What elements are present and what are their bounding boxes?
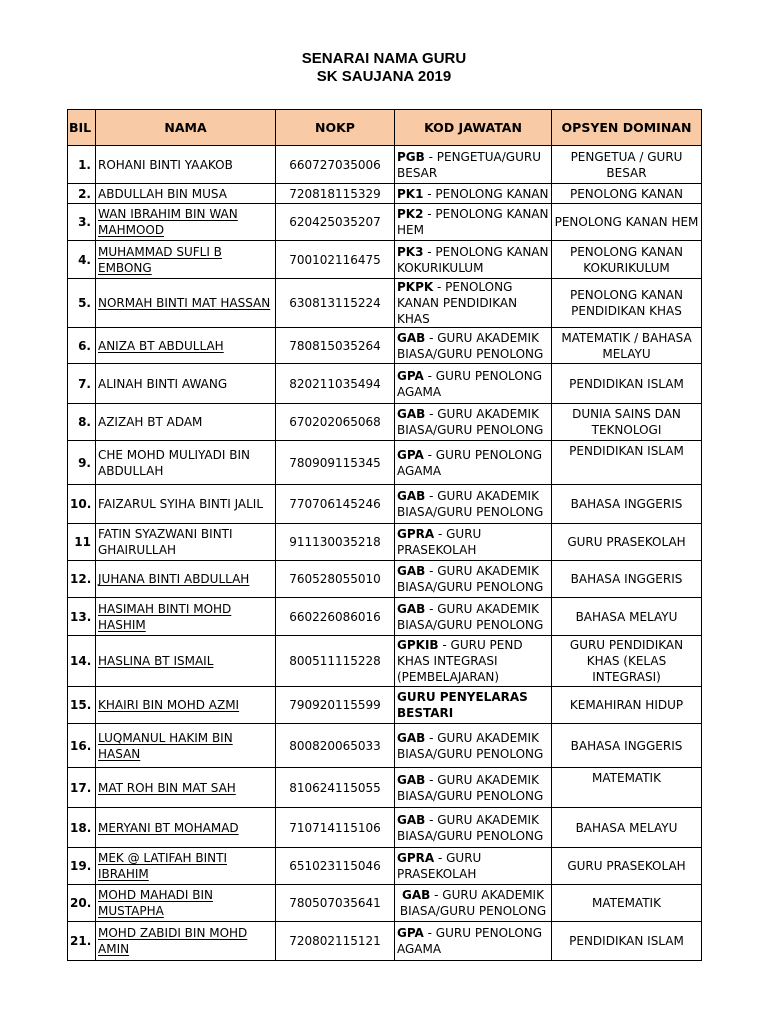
row-opsyen-dominan: PENDIDIKAN ISLAM xyxy=(552,364,702,404)
row-bil: 8. xyxy=(68,404,96,441)
row-kod-desc: - GURU AKADEMIK BIASA/GURU PENOLONG xyxy=(397,772,544,803)
row-opsyen-dominan: PENDIDIKAN ISLAM xyxy=(552,922,702,961)
row-nama xyxy=(96,184,276,204)
row-kod-jawatan xyxy=(395,441,552,485)
row-nokp: 780909115345 xyxy=(276,441,395,485)
row-opsyen-dominan: BAHASA MELAYU xyxy=(552,598,702,636)
row-nama-text: HASIMAH BINTI MOHD HASHIM xyxy=(98,601,232,632)
row-opsyen-dominan: GURU PENDIDIKAN KHAS (KELAS INTEGRASI) xyxy=(552,636,702,687)
row-nokp: 780815035264 xyxy=(276,328,395,364)
table-row xyxy=(68,687,702,724)
row-kod-desc: - GURU AKADEMIK BIASA/GURU PENOLONG xyxy=(397,489,544,519)
document-subtitle: SK SAUJANA 2019 xyxy=(316,68,452,85)
row-bil: 5. xyxy=(68,279,96,328)
table-row xyxy=(68,441,702,485)
row-nama-text: LUQMANUL HAKIM BIN HASAN xyxy=(98,730,233,761)
row-bil: 21. xyxy=(68,922,96,961)
row-nama xyxy=(96,687,276,724)
row-opsyen-dominan: PENDIDIKAN ISLAM xyxy=(552,441,702,485)
table-row xyxy=(68,204,702,241)
table-row xyxy=(68,146,702,184)
row-kod-jawatan xyxy=(395,808,552,848)
row-kod-jawatan xyxy=(395,364,552,404)
row-kod-jawatan xyxy=(395,146,552,184)
row-bil: 20. xyxy=(68,885,96,922)
row-opsyen-dominan: BAHASA MELAYU xyxy=(552,808,702,848)
row-nama xyxy=(96,598,276,636)
row-kod-jawatan xyxy=(395,848,552,885)
row-nama xyxy=(96,328,276,364)
row-kod-jawatan xyxy=(395,885,552,922)
row-nama-text: MERYANI BT MOHAMAD xyxy=(98,820,239,835)
row-bil: 19. xyxy=(68,848,96,885)
table-row xyxy=(68,885,702,922)
row-kod-jawatan xyxy=(395,598,552,636)
row-nama-text: AZIZAH BT ADAM xyxy=(98,415,203,429)
row-opsyen-dominan: KEMAHIRAN HIDUP xyxy=(552,687,702,724)
row-bil: 9. xyxy=(68,441,96,485)
row-nama xyxy=(96,724,276,768)
row-opsyen-dominan: GURU PRASEKOLAH xyxy=(552,848,702,885)
row-kod-code: GPA xyxy=(397,926,424,940)
row-kod-desc: - GURU PEND KHAS INTEGRASI (PEMBELAJARAN) xyxy=(397,638,523,684)
header-nokp: NOKP xyxy=(276,110,395,146)
row-kod-desc: - GURU AKADEMIK BIASA/GURU PENOLONG xyxy=(397,730,544,761)
row-nama xyxy=(96,524,276,561)
row-kod-jawatan xyxy=(395,485,552,524)
row-opsyen-dominan: BAHASA INGGERIS xyxy=(552,724,702,768)
row-nama xyxy=(96,885,276,922)
row-nama xyxy=(96,204,276,241)
table-row xyxy=(68,561,702,598)
row-kod-desc: - GURU PENOLONG AGAMA xyxy=(397,447,543,478)
row-bil: 16. xyxy=(68,724,96,768)
row-nama xyxy=(96,485,276,524)
row-nokp: 700102116475 xyxy=(276,241,395,279)
row-kod-code: GPKIB xyxy=(397,638,439,652)
row-bil: 15. xyxy=(68,687,96,724)
row-kod-code: GAB xyxy=(397,564,426,578)
row-nama-text: FATIN SYAZWANI BINTI GHAIRULLAH xyxy=(98,527,233,557)
row-kod-jawatan xyxy=(395,724,552,768)
row-kod-code: GAB xyxy=(402,888,431,902)
row-kod-code: GPA xyxy=(397,447,424,462)
row-kod-desc: - PENOLONG KANAN xyxy=(423,186,549,201)
row-nama-text: WAN IBRAHIM BIN WAN MAHMOOD xyxy=(98,207,238,237)
row-nama-text: FAIZARUL SYIHA BINTI JALIL xyxy=(98,497,264,511)
row-kod-code: PKPK xyxy=(397,280,434,294)
row-nokp: 760528055010 xyxy=(276,561,395,598)
row-kod-jawatan xyxy=(395,184,552,204)
table-row xyxy=(68,848,702,885)
row-nama-text: JUHANA BINTI ABDULLAH xyxy=(98,572,250,586)
row-kod-jawatan xyxy=(395,404,552,441)
row-kod-desc: - GURU PENOLONG AGAMA xyxy=(397,926,543,956)
table-row xyxy=(68,485,702,524)
row-kod-code: GPA xyxy=(397,368,424,383)
row-kod-desc: - GURU AKADEMIK BIASA/GURU PENOLONG xyxy=(397,812,544,843)
header-kod-jawatan: KOD JAWATAN xyxy=(395,110,552,146)
row-kod-code: GPRA xyxy=(397,527,435,541)
table-row xyxy=(68,328,702,364)
row-kod-jawatan xyxy=(395,636,552,687)
row-nokp: 720802115121 xyxy=(276,922,395,961)
row-kod-jawatan xyxy=(395,204,552,241)
row-nama xyxy=(96,848,276,885)
document-title: SENARAI NAMA GURU xyxy=(301,50,467,67)
row-nama xyxy=(96,636,276,687)
table-row xyxy=(68,524,702,561)
row-kod-code: GAB xyxy=(397,407,426,421)
row-bil: 11 xyxy=(68,524,96,561)
row-nokp: 630813115224 xyxy=(276,279,395,328)
row-kod-code: GAB xyxy=(397,772,426,787)
row-opsyen-dominan: GURU PRASEKOLAH xyxy=(552,524,702,561)
row-kod-desc: - PENOLONG KANAN KOKURIKULUM xyxy=(397,244,549,275)
row-kod-jawatan xyxy=(395,328,552,364)
row-kod-jawatan xyxy=(395,687,552,724)
row-kod-desc: - PENOLONG KANAN HEM xyxy=(397,207,549,237)
row-nokp: 820211035494 xyxy=(276,364,395,404)
row-nokp: 911130035218 xyxy=(276,524,395,561)
row-nama-text: CHE MOHD MULIYADI BIN ABDULLAH xyxy=(98,447,250,478)
row-kod-desc: - GURU AKADEMIK BIASA/GURU PENOLONG xyxy=(397,564,544,594)
row-kod-jawatan xyxy=(395,241,552,279)
row-nama xyxy=(96,808,276,848)
table-row xyxy=(68,184,702,204)
row-nama-text: MUHAMMAD SUFLI B EMBONG xyxy=(98,244,222,275)
table-row xyxy=(68,279,702,328)
row-opsyen-dominan: MATEMATIK xyxy=(552,768,702,808)
row-nama xyxy=(96,146,276,184)
row-nama-text: KHAIRI BIN MOHD AZMI xyxy=(98,698,240,712)
row-kod-desc: - GURU AKADEMIK BIASA/GURU PENOLONG xyxy=(397,330,544,361)
row-nokp: 770706145246 xyxy=(276,485,395,524)
row-kod-desc: - GURU PRASEKOLAH xyxy=(397,527,482,557)
row-nama xyxy=(96,241,276,279)
row-nokp: 800511115228 xyxy=(276,636,395,687)
table-body xyxy=(68,146,702,961)
header-bil: BIL xyxy=(68,110,96,146)
row-nama-text: ROHANI BINTI YAAKOB xyxy=(98,157,233,172)
table-row xyxy=(68,808,702,848)
header-nama: NAMA xyxy=(96,110,276,146)
row-kod-desc: - GURU PENOLONG AGAMA xyxy=(397,368,543,399)
row-kod-desc: - GURU AKADEMIK BIASA/GURU PENOLONG xyxy=(399,888,547,918)
row-kod-jawatan xyxy=(395,561,552,598)
row-opsyen-dominan: PENOLONG KANAN KOKURIKULUM xyxy=(552,241,702,279)
row-kod-jawatan xyxy=(395,279,552,328)
row-opsyen-dominan: PENOLONG KANAN xyxy=(552,184,702,204)
row-nama xyxy=(96,364,276,404)
table-row xyxy=(68,241,702,279)
row-nokp: 660226086016 xyxy=(276,598,395,636)
row-nama-text: NORMAH BINTI MAT HASSAN xyxy=(98,296,271,310)
row-kod-code: GAB xyxy=(397,601,426,616)
row-nokp: 810624115055 xyxy=(276,768,395,808)
row-opsyen-dominan: BAHASA INGGERIS xyxy=(552,485,702,524)
row-opsyen-dominan: PENOLONG KANAN PENDIDIKAN KHAS xyxy=(552,279,702,328)
row-nama-text: ANIZA BT ABDULLAH xyxy=(98,338,224,353)
row-kod-desc: - PENOLONG KANAN PENDIDIKAN KHAS xyxy=(397,280,518,326)
row-nama xyxy=(96,404,276,441)
row-nokp: 710714115106 xyxy=(276,808,395,848)
row-nama xyxy=(96,441,276,485)
row-nokp: 790920115599 xyxy=(276,687,395,724)
row-bil: 12. xyxy=(68,561,96,598)
table-row xyxy=(68,598,702,636)
row-nokp: 800820065033 xyxy=(276,724,395,768)
row-bil: 2. xyxy=(68,184,96,204)
row-bil: 13. xyxy=(68,598,96,636)
row-nokp: 720818115329 xyxy=(276,184,395,204)
table-row xyxy=(68,768,702,808)
row-bil: 6. xyxy=(68,328,96,364)
row-kod-code: GAB xyxy=(397,330,426,345)
row-opsyen-dominan: PENOLONG KANAN HEM xyxy=(552,204,702,241)
row-kod-desc: - GURU AKADEMIK BIASA/GURU PENOLONG xyxy=(397,407,544,437)
table-row xyxy=(68,922,702,961)
row-nama-text: HASLINA BT ISMAIL xyxy=(98,654,214,668)
row-kod-jawatan xyxy=(395,922,552,961)
table-row xyxy=(68,364,702,404)
row-kod-code: PK2 xyxy=(397,207,424,221)
row-nama-text: MEK @ LATIFAH BINTI IBRAHIM xyxy=(98,851,228,881)
row-nokp: 620425035207 xyxy=(276,204,395,241)
row-kod-desc: - GURU PRASEKOLAH xyxy=(397,851,482,881)
row-opsyen-dominan: MATEMATIK xyxy=(552,885,702,922)
row-bil: 18. xyxy=(68,808,96,848)
table-row xyxy=(68,724,702,768)
row-bil: 4. xyxy=(68,241,96,279)
row-opsyen-dominan: MATEMATIK / BAHASA MELAYU xyxy=(552,328,702,364)
row-nama xyxy=(96,279,276,328)
row-kod-jawatan xyxy=(395,768,552,808)
row-opsyen-dominan: PENGETUA / GURU BESAR xyxy=(552,146,702,184)
row-bil: 3. xyxy=(68,204,96,241)
row-kod-desc: - GURU AKADEMIK BIASA/GURU PENOLONG xyxy=(397,601,544,632)
row-kod-desc: - PENGETUA/GURU BESAR xyxy=(397,149,541,180)
row-kod-code: PK3 xyxy=(397,244,424,259)
row-kod-code: PGB xyxy=(397,149,425,164)
row-kod-code: GPRA xyxy=(397,851,435,865)
row-nama-text: ABDULLAH BIN MUSA xyxy=(98,186,227,201)
row-bil: 1. xyxy=(68,146,96,184)
row-nama-text: MAT ROH BIN MAT SAH xyxy=(98,780,236,795)
row-bil: 10. xyxy=(68,485,96,524)
row-kod-code: GAB xyxy=(397,489,426,503)
row-bil: 7. xyxy=(68,364,96,404)
row-nokp: 670202065068 xyxy=(276,404,395,441)
row-nama-text: ALINAH BINTI AWANG xyxy=(98,376,228,391)
table-row xyxy=(68,636,702,687)
row-bil: 17. xyxy=(68,768,96,808)
row-kod-code: GAB xyxy=(397,730,426,745)
header-opsyen-dominan: OPSYEN DOMINAN xyxy=(552,110,702,146)
table-header-row xyxy=(68,110,702,146)
row-opsyen-dominan: BAHASA INGGERIS xyxy=(552,561,702,598)
table-row xyxy=(68,404,702,441)
row-nama xyxy=(96,561,276,598)
row-kod-code: GURU PENYELARAS BESTARI xyxy=(397,690,528,720)
row-kod-jawatan xyxy=(395,524,552,561)
row-kod-code: GAB xyxy=(397,812,426,827)
row-kod-code: PK1 xyxy=(397,186,424,201)
row-nokp: 660727035006 xyxy=(276,146,395,184)
row-nama xyxy=(96,922,276,961)
row-nama-text: MOHD MAHADI BIN MUSTAPHA xyxy=(98,888,214,918)
row-opsyen-dominan: DUNIA SAINS DAN TEKNOLOGI xyxy=(552,404,702,441)
row-nokp: 780507035641 xyxy=(276,885,395,922)
row-bil: 14. xyxy=(68,636,96,687)
row-nokp: 651023115046 xyxy=(276,848,395,885)
row-nama xyxy=(96,768,276,808)
row-nama-text: MOHD ZABIDI BIN MOHD AMIN xyxy=(98,926,248,956)
teacher-table xyxy=(67,109,702,961)
